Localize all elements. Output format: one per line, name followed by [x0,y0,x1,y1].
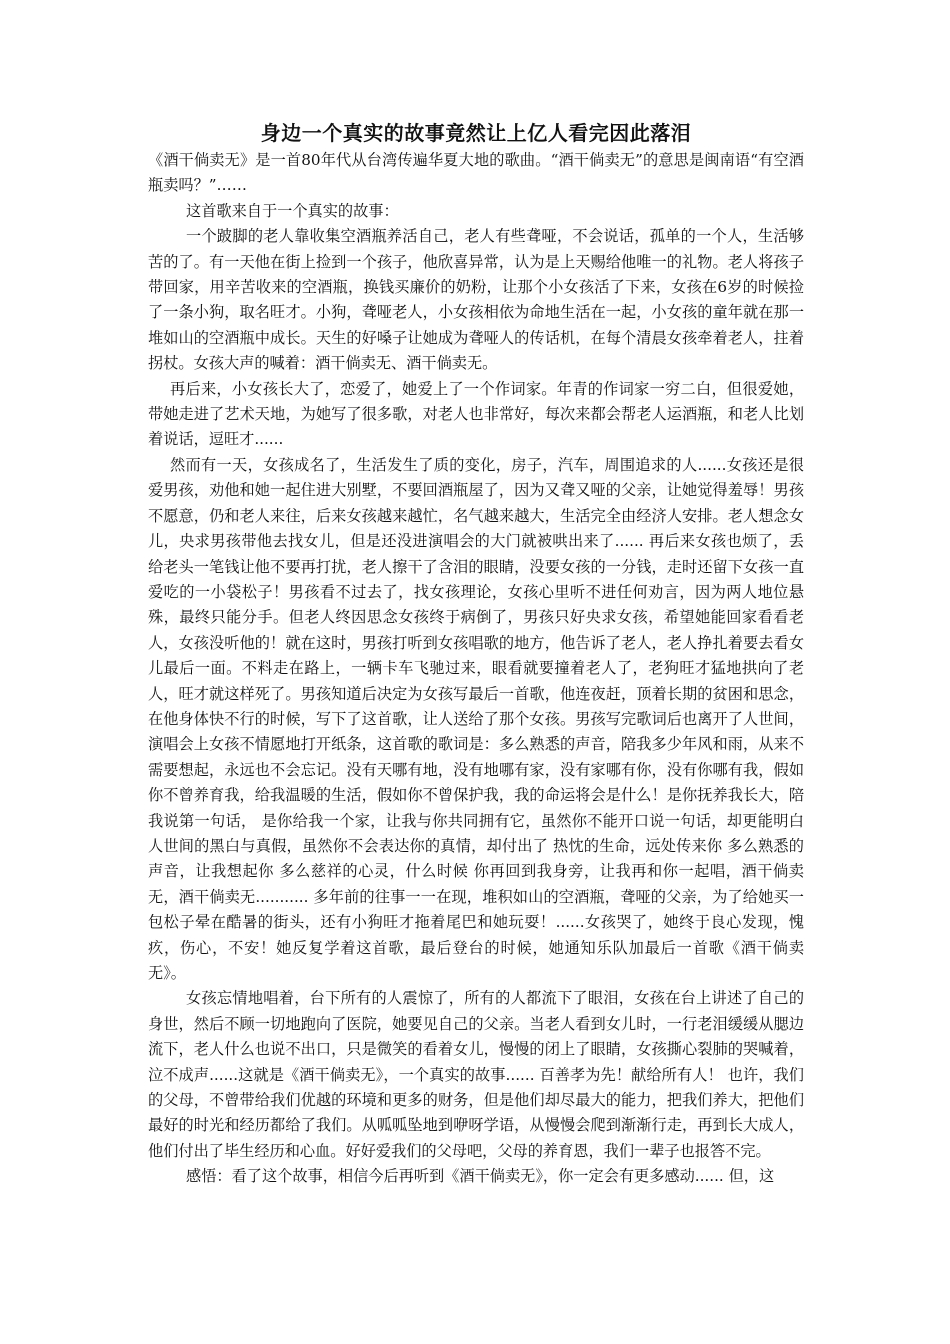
paragraph-origin: 这首歌来自于一个真实的故事： [186,201,399,220]
paragraph-reflection: 感悟：看了这个故事，相信今后再听到《酒干倘卖无》，你一定会有更多感动...... 但，这 [186,1167,775,1186]
paragraph-fame: 然而有一天，女孩成名了，生活发生了质的变化，房子，汽车，周围追求的人......女孩还是很爱男孩，劝他和她一起住进大别墅，不要回酒瓶屋了，因为又聋又哑的父亲，让她觉得羞辱！男孩不愿意，仍和老人来往，后来女孩越来越忙，名气越来越大，生活完全由经济人安排。老人想念女儿，央求男孩带他去找女儿，但是还没进演唱会的大门就被哄出来了...... 再后来女孩也烦了，丢给老头一笔钱让他不要再打扰，老人擦干了含泪的眼睛，没要女孩的一分钱，走时还留下女孩一直爱吃的一小袋松子！男孩看不过去了，找女孩理论，女孩心里听不进任何劝言，因为两人地位悬殊，最终只能分手。但老人终因思念女孩终于病倒了，男孩只好央求女孩，希望她能回家看看老人，女孩没听他的！就在这时，男孩打听到女孩唱歌的地方，他告诉了老人，老人挣扎着要去看女儿最后一面。不料走在路上，一辆卡车飞驰过来，眼看就要撞着老人了，老狗旺才猛地拱向了老人，旺才就这样死了。男孩知道后决定为女孩写最后一首歌，他连夜赶，顶着长期的贫困和思念，在他身体快不行的时候，写下了这首歌，让人送给了那个女孩。男孩写完歌词后也离开了人世间，演唱会上女孩不情愿地打开纸条，这首歌的歌词是：多么熟悉的声音，陪我多少年风和雨，从来不需要想起，永远也不会忘记。没有天哪有地，没有地哪有家，没有家哪有你，没有你哪有我，假如你不曾养育我，给我温暖的生活，假如你不曾保护我，我的命运将会是什么！是你抚养我长大，陪我说第一句话， 是你给我一个家，让我与你共同拥有它，虽然你不能开口说一句话，却更能明白人世间的黑白与真假，虽然你不会表达你的真情，却付出了 热忱的生命，远处传来你 多么熟悉的声音，让我想起你 多么慈祥的心灵，什么时候 你再回到我身旁，让我再和你一起唱，酒干倘卖无，酒干倘卖无........... 多年前的往事一一在现，堆积如山的空酒瓶，聋哑的父亲，为了给她买一包松子晕在酷暑的街头，还有小狗旺才拖着尾巴和她玩耍！......女孩哭了，她终于良心发现，愧疚，伤心，不安！她反复学着这首歌，最后登台的时候，她通知乐队加最后一首歌《酒干倘卖无》。 [148,455,804,982]
paragraph-love: 再后来，小女孩长大了，恋爱了，她爱上了一个作词家。年青的作词家一穷二白，但很爱她，带她走进了艺术天地，为她写了很多歌，对老人也非常好，每次来都会帮老人运酒瓶，和老人比划着说话，逗旺才...... [148,379,804,449]
document-title: 身边一个真实的故事竟然让上亿人看完因此落泪 [260,121,692,145]
paragraph-ending: 女孩忘情地唱着，台下所有的人震惊了，所有的人都流下了眼泪，女孩在台上讲述了自己的身世，然后不顾一切地跑向了医院，她要见自己的父亲。当老人看到女儿时，一行老泪缓缓从腮边流下，老人什么也说不出口，只是微笑的看着女儿，慢慢的闭上了眼睛，女孩撕心裂肺的哭喊着，泣不成声......这就是《酒干倘卖无》，一个真实的故事...... 百善孝为先！献给所有人！ 也许，我们的父母，不曾带给我们优越的环境和更多的财务，但是他们却尽最大的能力，把我们养大，把他们最好的时光和经历都给了我们。从呱呱坠地到咿呀学语，从慢慢会爬到渐渐行走，再到长大成人，他们付出了毕生经历和心血。好好爱我们的父母吧，父母的养育恩，我们一辈子也报答不完。 [148,989,804,1160]
document-page [148,118,804,1190]
paragraph-old-man: 一个跛脚的老人靠收集空酒瓶养活自己，老人有些聋哑，不会说话，孤单的一个人，生活够苦的了。有一天他在街上捡到一个孩子，他欣喜异常，认为是上天赐给他唯一的礼物。老人将孩子带回家，用辛苦收来的空酒瓶，换钱买廉价的奶粉，让那个小女孩活了下来，女孩在6岁的时候捡了一条小狗，取名旺才。小狗，聋哑老人，小女孩相依为命地生活在一起，小女孩的童年就在那一堆如山的空酒瓶中成长。天生的好嗓子让她成为聋哑人的传话机，在每个清晨女孩牵着老人，拄着拐杖。女孩大声的喊着：酒干倘卖无、酒干倘卖无。 [148,227,804,373]
paragraph-intro: 《酒干倘卖无》是一首80年代从台湾传遍华夏大地的歌曲。“酒干倘卖无”的意思是闽南语“有空酒瓶卖吗？”…… [148,151,804,195]
